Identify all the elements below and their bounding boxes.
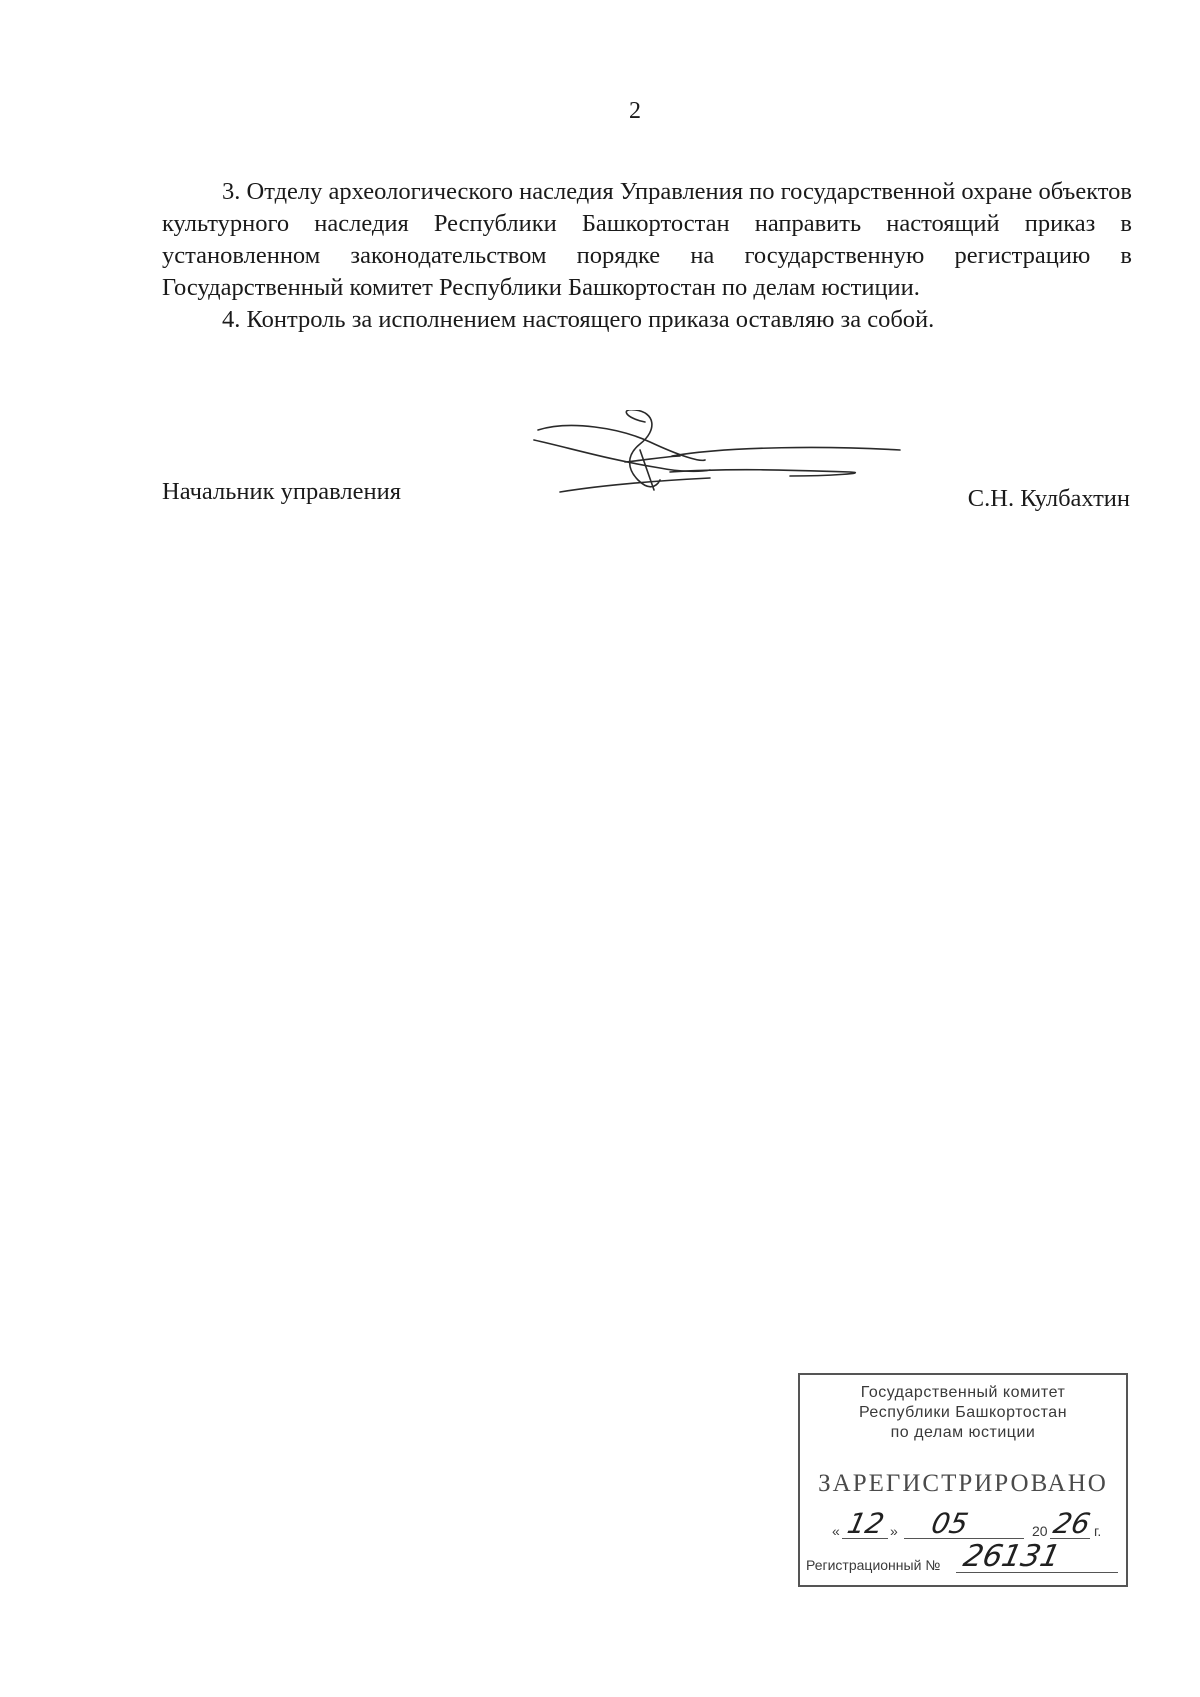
registration-label: Регистрационный № bbox=[806, 1557, 941, 1573]
stamp-date bbox=[832, 1507, 1122, 1543]
registration-stamp bbox=[798, 1373, 1128, 1587]
stamp-status: ЗАРЕГИСТРИРОВАНО bbox=[818, 1470, 1108, 1497]
stamp-organization bbox=[800, 1383, 1126, 1443]
year-unit: г. bbox=[1094, 1523, 1102, 1539]
date-day: 12 bbox=[844, 1507, 888, 1540]
stamp-registration bbox=[806, 1539, 1122, 1577]
paragraph-4: 4. Контроль за исполнением настоящего приказа оставляю за собой. bbox=[222, 306, 935, 333]
year-prefix: 20 bbox=[1032, 1523, 1048, 1539]
stamp-org-line: Государственный комитет bbox=[860, 1384, 1066, 1401]
stamp-org-line: Республики Башкортостан bbox=[858, 1404, 1068, 1421]
signature-block bbox=[162, 468, 1130, 528]
date-open-quote: « bbox=[832, 1523, 840, 1539]
date-year: 26 bbox=[1050, 1507, 1094, 1540]
signatory-title: Начальник управления bbox=[162, 478, 401, 505]
paragraph-3: 3. Отделу археологического наследия Управления по государственной охране объектов культурного наследия Республики Башкортостан направить настоящий приказ в установленном законодательством порядке на государственную регистрацию в Государственный комитет Республики Башкортостан по делам юстиции. bbox=[162, 178, 1132, 301]
date-close-quote: » bbox=[890, 1523, 898, 1539]
stamp-org-line: по делам юстиции bbox=[890, 1424, 1036, 1441]
date-month: 05 bbox=[928, 1507, 972, 1540]
order-body bbox=[162, 176, 1132, 336]
signatory-name: С.Н. Кулбахтин bbox=[967, 485, 1130, 512]
page-number: 2 bbox=[629, 98, 641, 124]
registration-number: 26131 bbox=[960, 1539, 1064, 1574]
